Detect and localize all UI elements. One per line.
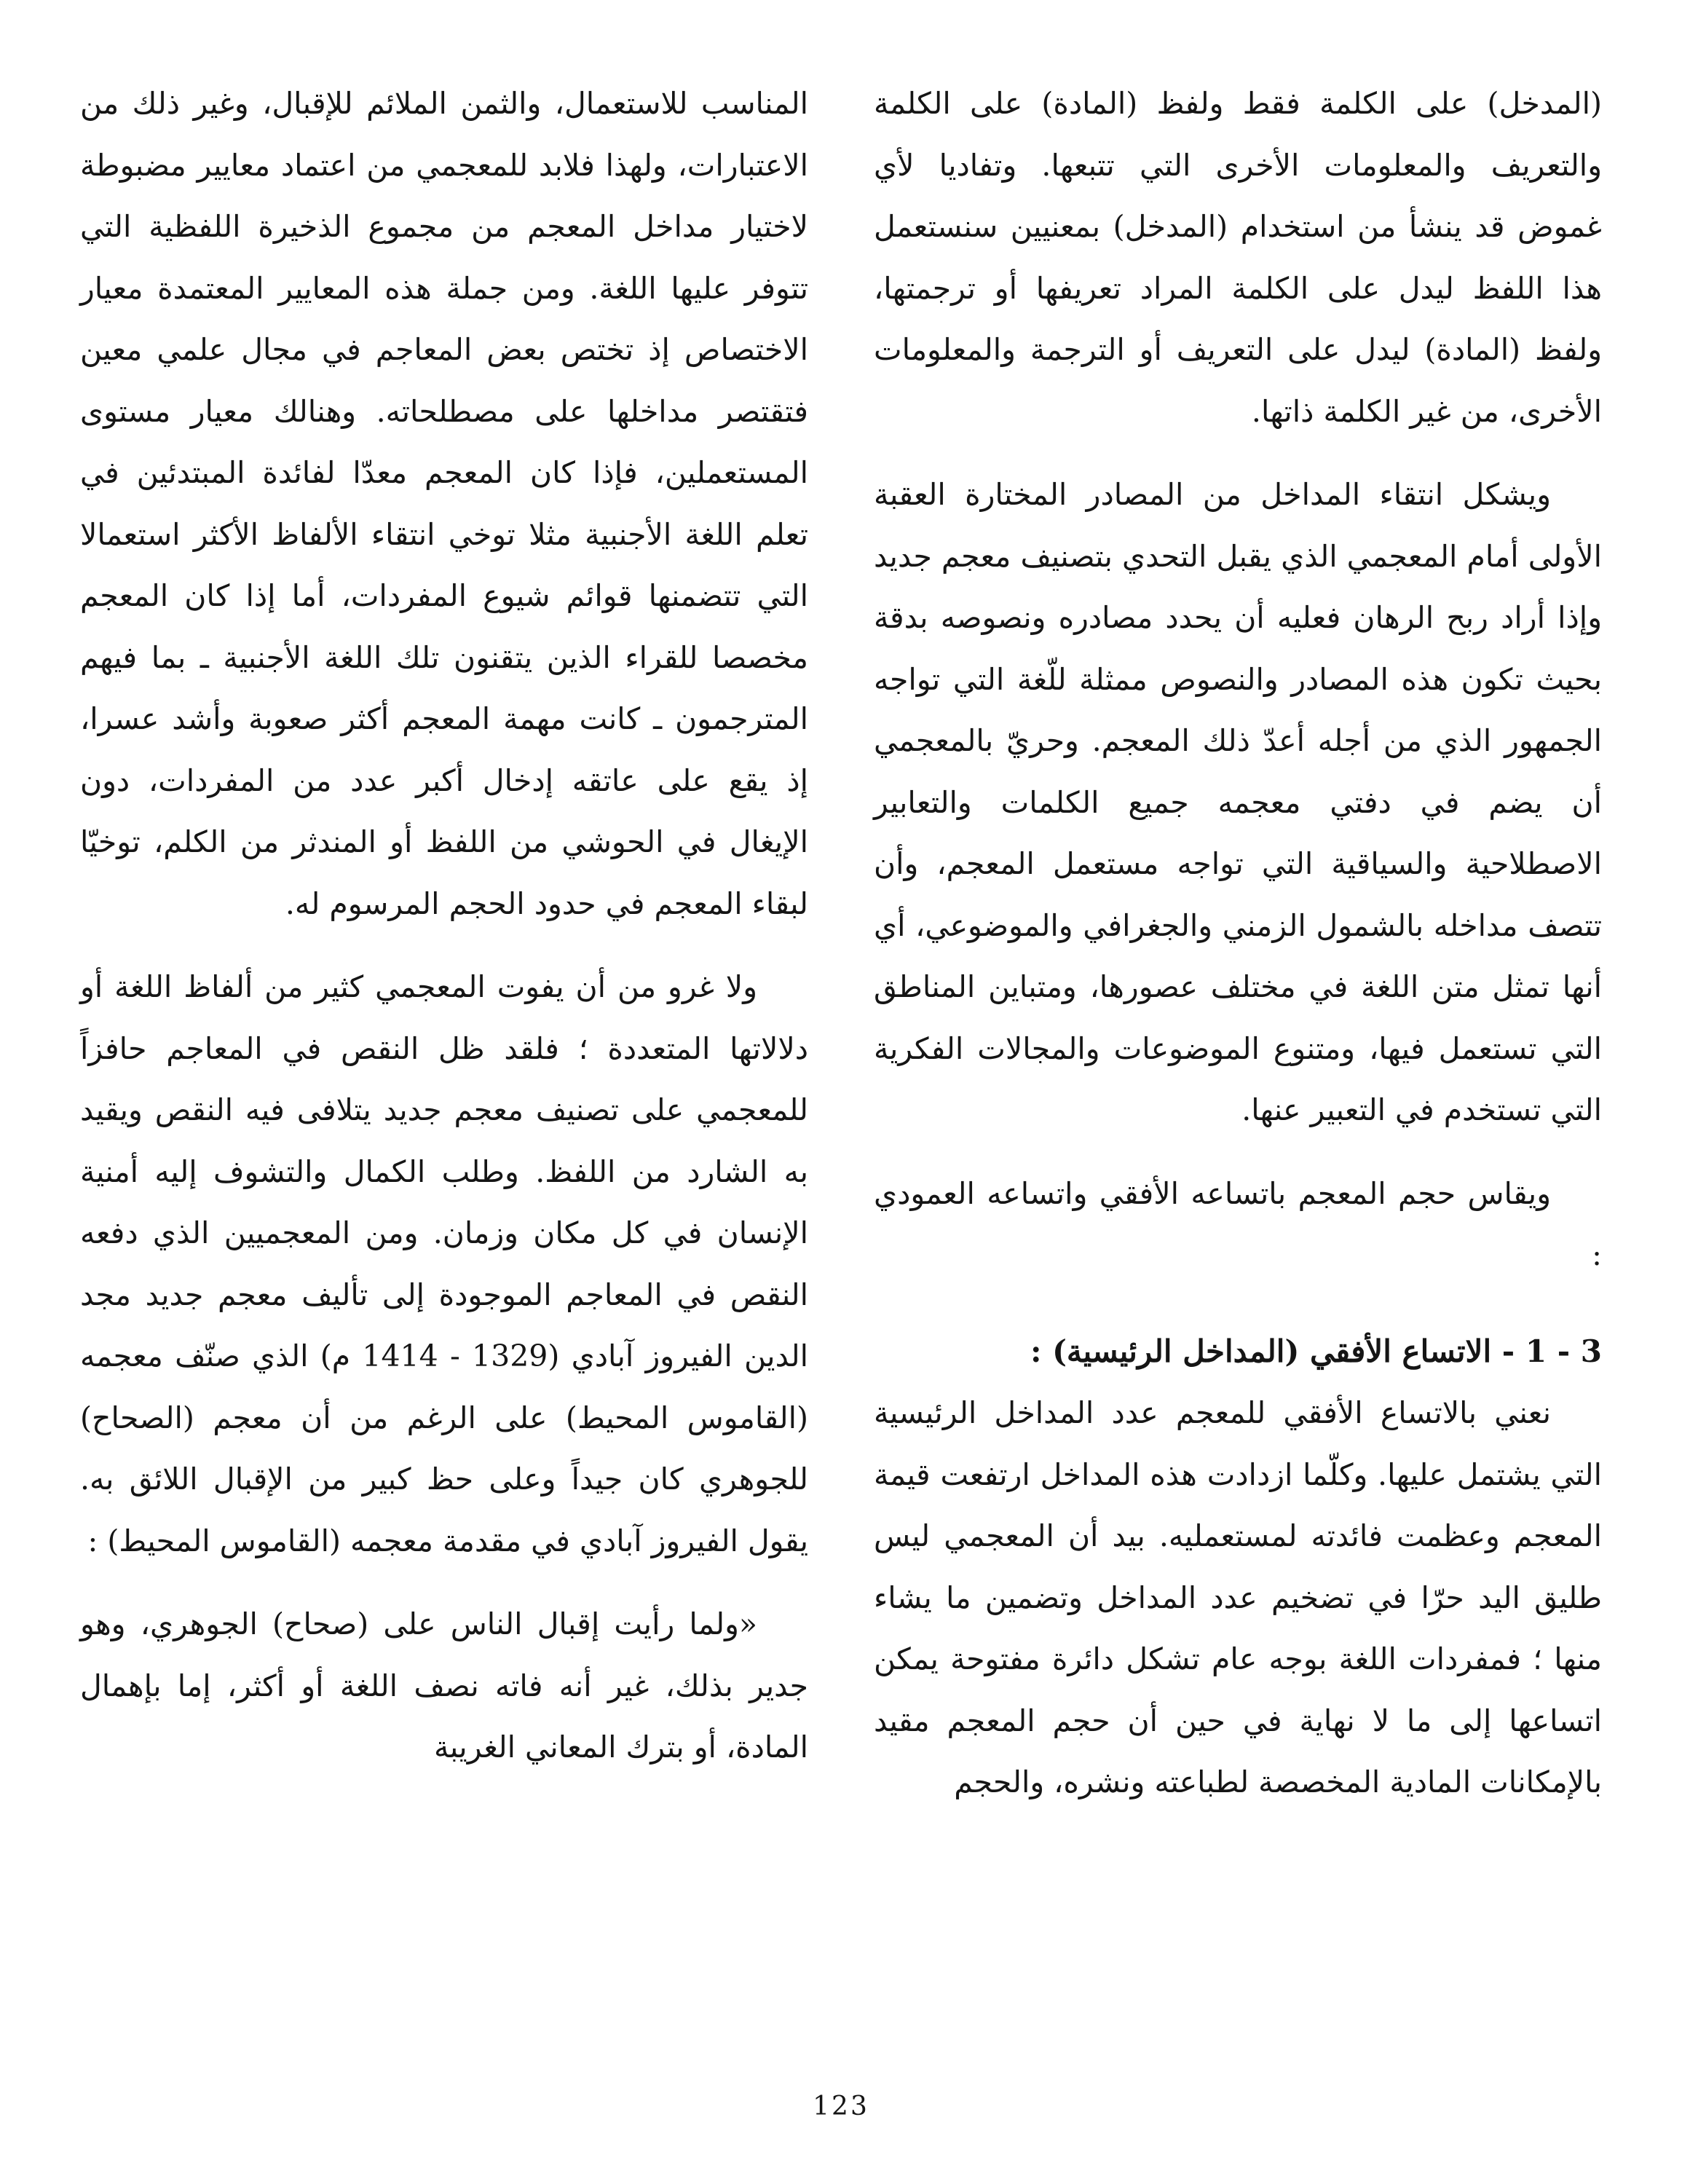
left-paragraph-2: ولا غرو من أن يفوت المعجمي كثير من ألفاظ اللغة أو دلالاتها المتعددة ؛ فلقد ظل النقص في المعاجم حافزاً للمعجمي على تصنيف معجم جديد يتلافى فيه النقص ويقيد به الشارد من اللفظ. وطلب الكمال والتشوف إليه أمنية الإنسان في كل مكان وزمان. ومن المعجميين الذي دفعه النقص في المعاجم الموجودة إلى تأليف معجم جديد مجد الدين الفيروز آبادي (1329 - 1414 م) الذي صنّف معجمه (القاموس المحيط) على الرغم من أن معجم (الصحاح) للجوهري كان جيداً وعلى حظ كبير من الإقبال اللائق به. يقول الفيروز آبادي في مقدمة معجمه (القاموس المحيط) : (80, 969, 808, 1558)
right-paragraph-1: (المدخل) على الكلمة فقط ولفظ (المادة) على الكلمة والتعريف والمعلومات الأخرى التي تتبعها. وتفاديا لأي غموض قد ينشأ من استخدام (المدخل) بمعنيين سنستعمل هذا اللفظ ليدل على الكلمة المراد تعريفها أو ترجمتها، ولفظ (المادة) ليدل على التعريف أو الترجمة والمعلومات الأخرى، من غير الكلمة ذاتها. (874, 86, 1602, 429)
left-column (80, 73, 808, 1778)
section-heading: 3 - 1 - الاتساع الأفقي (المداخل الرئيسية) : (1030, 1333, 1602, 1369)
left-quote-paragraph: «ولما رأيت إقبال الناس على (صحاح) الجوهري، وهو جدير بذلك، غير أنه فاته نصف اللغة أو أكثر، إما بإهمال المادة، أو بترك المعاني الغريبة (80, 1607, 808, 1765)
right-column (874, 73, 1602, 1813)
left-paragraph-1: المناسب للاستعمال، والثمن الملائم للإقبال، وغير ذلك من الاعتبارات، ولهذا فلابد للمعجمي من اعتماد معايير مضبوطة لاختيار مداخل المعجم من مجموع الذخيرة اللفظية التي تتوفر عليها اللغة. ومن جملة هذه المعايير المعتمدة معيار الاختصاص إذ تختص بعض المعاجم في مجال علمي معين فتقتصر مداخلها على مصطلحاته. وهنالك معيار مستوى المستعملين، فإذا كان المعجم معدّا لفائدة المبتدئين في تعلم اللغة الأجنبية مثلا توخي انتقاء الألفاظ الأكثر استعمالا التي تتضمنها قوائم شيوع المفردات، أما إذا كان المعجم مخصصا للقراء الذين يتقنون تلك اللغة الأجنبية ـ بما فيهم المترجمون ـ كانت مهمة المعجم أكثر صعوبة وأشد عسرا، إذ يقع على عاتقه إدخال أكبر عدد من المفردات، دون الإيغال في الحوشي من اللفظ أو المندثر من الكلم، توخيّا لبقاء المعجم في حدود الحجم المرسوم له. (80, 86, 808, 921)
page-number: 123 (813, 2092, 869, 2121)
right-paragraph-3: ويقاس حجم المعجم باتساعه الأفقي واتساعه العمودي : (874, 1175, 1602, 1272)
right-paragraph-2: ويشكل انتقاء المداخل من المصادر المختارة العقبة الأولى أمام المعجمي الذي يقبل التحدي بتصنيف معجم جديد وإذا أراد ربح الرهان فعليه أن يحدد مصادره ونصوصه بدقة بحيث تكون هذه المصادر والنصوص ممثلة للّغة التي تواجه الجمهور الذي من أجله أعدّ ذلك المعجم. وحريّ بالمعجمي أن يضم في دفتي معجمه جميع الكلمات والتعابير الاصطلاحية والسياقية التي تواجه مستعمل المعجم، وأن تتصف مداخله بالشمول الزمني والجغرافي والموضوعي، أي أنها تمثل متن اللغة في مختلف عصورها، ومتباين المناطق التي تستعمل فيها، ومتنوع الموضوعات والمجالات الفكرية التي تستخدم في التعبير عنها. (874, 477, 1602, 1127)
right-paragraph-4: نعني بالاتساع الأفقي للمعجم عدد المداخل الرئيسية التي يشتمل عليها. وكلّما ازدادت هذه المداخل ارتفعت قيمة المعجم وعظمت فائدته لمستعمليه. بيد أن المعجمي ليس طليق اليد حرّا في تضخيم عدد المداخل وتضمين ما يشاء منها ؛ فمفردات اللغة بوجه عام تشكل دائرة مفتوحة يمكن اتساعها إلى ما لا نهاية في حين أن حجم المعجم مقيد بالإمكانات المادية المخصصة لطباعته ونشره، والحجم (874, 1395, 1602, 1799)
